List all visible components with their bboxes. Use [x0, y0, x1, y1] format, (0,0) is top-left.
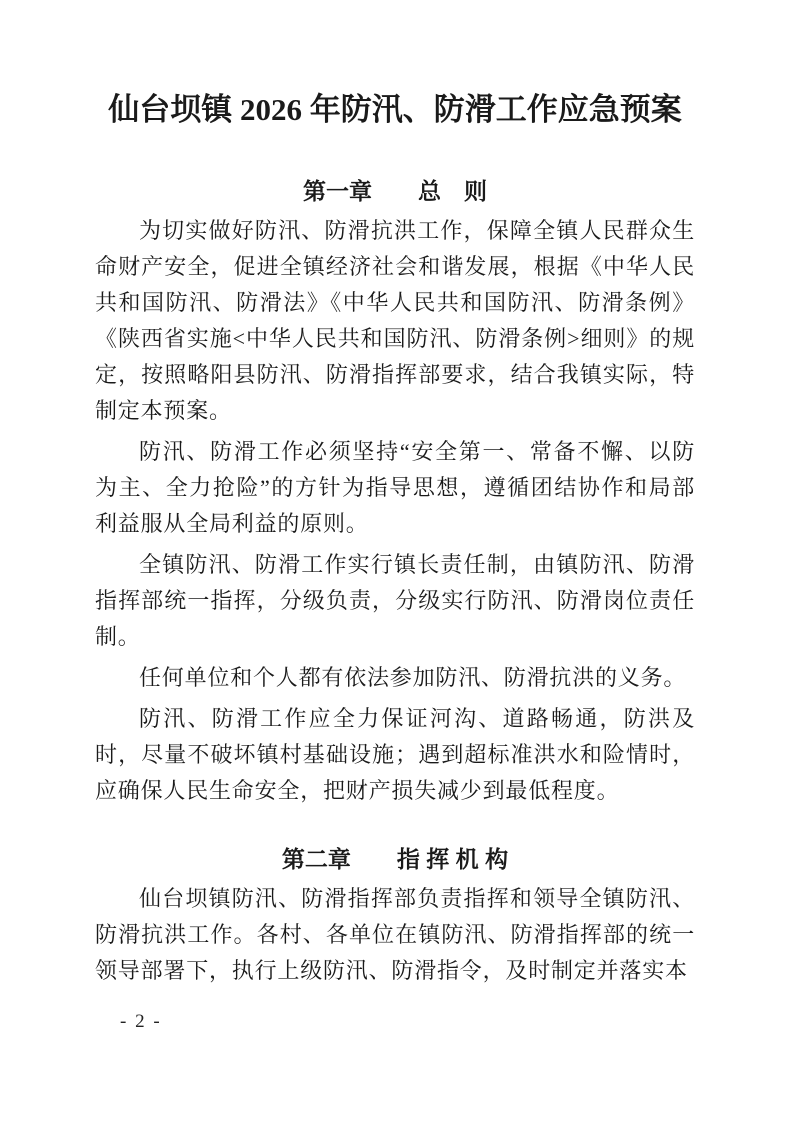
page-number: - 2 -: [120, 1011, 162, 1032]
body-paragraph: 任何单位和个人都有依法参加防汛、防滑抗洪的义务。: [139, 665, 687, 690]
chapter-1-heading: 第一章 总 则: [303, 178, 487, 204]
body-paragraph: 为切实做好防汛、防滑抗洪工作，保障全镇人民群众生命财产安全，促进全镇经济社会和谐发展，根据《中华人民共和国防汛、防滑法》《中华人民共和国防汛、防滑条例》《陕西省实施<中华人民共和国防汛、防滑条例>细则》的规定，按照略阳县防汛、防滑指挥部要求，结合我镇实际，特制定本预案。: [95, 218, 695, 423]
body-paragraph: 仙台坝镇防汛、防滑指挥部负责指挥和领导全镇防汛、防滑抗洪工作。各村、各单位在镇防汛、防滑指挥部的统一领导部署下，执行上级防汛、防滑指令，及时制定并落实本: [95, 886, 695, 983]
body-paragraph: 防汛、防滑工作必须坚持“安全第一、常备不懈、以防为主、全力抢险”的方针为指导思想，遵循团结协作和局部利益服从全局利益的原则。: [95, 439, 695, 536]
chapter-2-heading: 第二章 指 挥 机 构: [281, 846, 509, 872]
body-paragraph: 防汛、防滑工作应全力保证河沟、道路畅通，防洪及时，尽量不破坏镇村基础设施；遇到超标准洪水和险情时，应确保人民生命安全，把财产损失减少到最低程度。: [95, 706, 695, 803]
document-content: [95, 0, 695, 994]
body-paragraph: 全镇防汛、防滑工作实行镇长责任制，由镇防汛、防滑指挥部统一指挥，分级负责，分级实行防汛、防滑岗位责任制。: [95, 552, 695, 649]
document-title: 仙台坝镇 2026 年防汛、防滑工作应急预案: [108, 92, 682, 127]
